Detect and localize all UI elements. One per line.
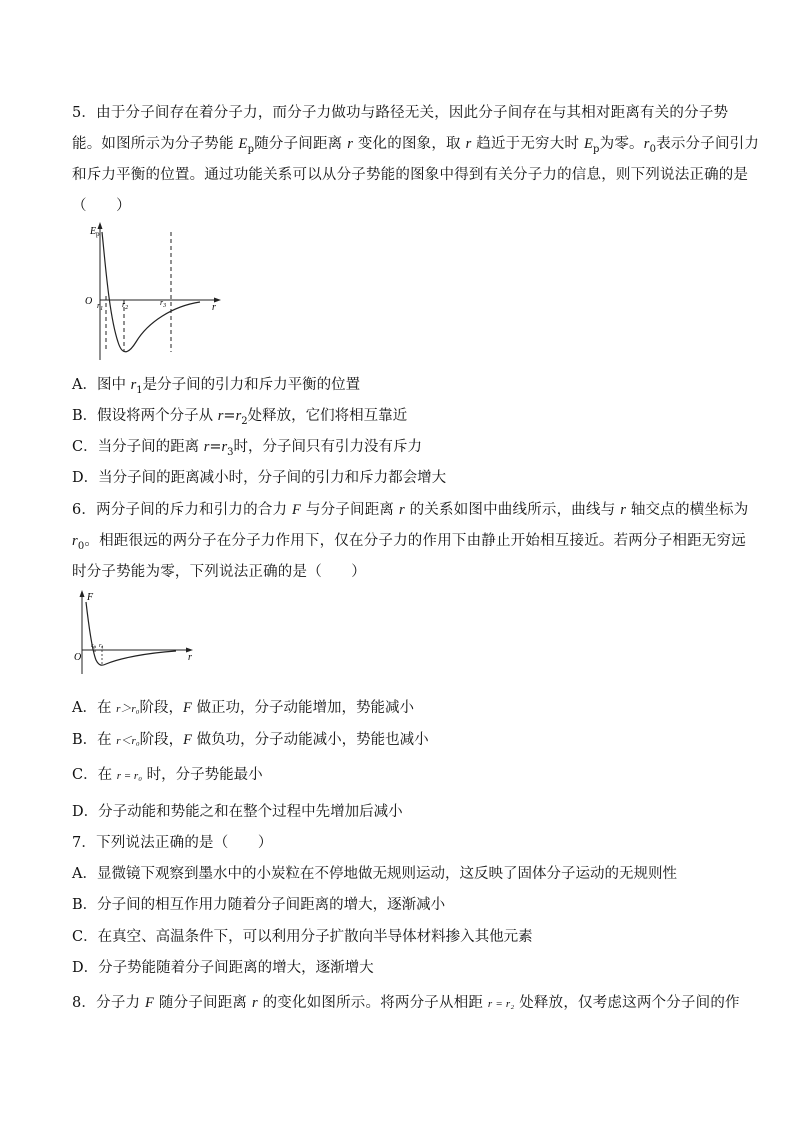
- q6-origin-label: O: [74, 652, 82, 663]
- q7-option-c[interactable]: C．在真空、高温条件下，可以利用分子扩散向半导体材料掺入其他元素: [72, 929, 533, 945]
- q5-r1-label: $r_1$: [97, 301, 104, 312]
- q5-x-label: r: [212, 302, 216, 313]
- q5-option-c[interactable]: C．当分子间的距离 $r=r_3$时，分子间只有引力没有斥力: [72, 439, 423, 458]
- q5-option-d[interactable]: D．当分子间的距离减小时，分子间的引力和斥力都会增大: [72, 470, 447, 486]
- q6-option-b[interactable]: B．在 r＜r₀阶段，F 做负功，分子动能减小，势能也减小: [72, 732, 429, 748]
- q5-option-a[interactable]: A．图中 $r_1$是分子间的引力和斥力平衡的位置: [72, 377, 361, 396]
- q5-option-b[interactable]: B．假设将两个分子从 $r=r_2$处释放，它们将相互靠近: [72, 408, 408, 427]
- q6-y-arrow: [80, 590, 85, 597]
- q7-option-b[interactable]: B．分子间的相互作用力随着分子间距离的增大，逐渐减小: [72, 897, 446, 913]
- q5-y-label: E: [90, 226, 97, 237]
- q5-stem-line2: 能。如图所示为分子势能 $E_p$随分子间距离 r 变化的图象，取 r 趋近于无穷大时 $E_p$为零。$r_0$表示分子间引力: [72, 136, 760, 155]
- q5-stem-line1: 5．由于分子间存在着分子力，而分子力做功与路径无关，因此分子间存在与其相对距离有关的分子势: [72, 105, 729, 121]
- q5-y-label-sub: p: [96, 230, 100, 238]
- q8-stem-line1: 8．分子力 F 随分子间距离 r 的变化如图所示。将两分子从相距 r = r₂ 处释放，仅考虑这两个分子间的作: [72, 995, 740, 1011]
- q7-option-d[interactable]: D．分子势能随着分子间距离的增大，逐渐增大: [72, 960, 374, 976]
- q6-option-a[interactable]: A．在 r＞r₀阶段，F 做正功，分子动能增加，势能减小: [72, 700, 414, 716]
- q5-curve: [102, 232, 200, 352]
- q5-origin-label: O: [85, 296, 93, 307]
- q6-r0-label: $r_0$: [91, 643, 96, 650]
- q6-stem-line3: 时分子势能为零，下列说法正确的是（ ）: [72, 564, 366, 580]
- q6-option-c[interactable]: C．在 r = r₀ 时，分子势能最小: [72, 767, 263, 783]
- q6-option-d[interactable]: D．分子动能和势能之和在整个过程中先增加后减小: [72, 804, 403, 820]
- q7-stem: 7．下列说法正确的是（ ）: [72, 835, 273, 851]
- q5-r2-label: $r_2$: [122, 300, 129, 311]
- q6-y-label: F: [87, 592, 94, 603]
- q6-r1-label: $r_1$: [99, 643, 104, 650]
- q6-stem-line2: $r_0$。相距很远的两分子在分子力作用下，仅在分子力的作用下由静止开始相互接近。若两分子相距无穷远: [72, 533, 746, 552]
- q6-force-graph: [72, 588, 200, 678]
- q5-potential-energy-graph: [78, 220, 228, 365]
- q5-stem-line3: 和斥力平衡的位置。通过功能关系可以从分子势能的图象中得到有关分子力的信息，则下列说法正确的是: [72, 167, 749, 183]
- q5-answer-blank: （ ）: [72, 198, 131, 214]
- q5-r3-label: $r_3$: [160, 298, 167, 309]
- q5-y-arrow: [98, 222, 103, 229]
- q7-option-a[interactable]: A．显微镜下观察到墨水中的小炭粒在不停地做无规则运动，这反映了固体分子运动的无规则性: [72, 866, 677, 882]
- q6-curve: [86, 602, 176, 665]
- q6-stem-line1: 6．两分子间的斥力和引力的合力 F 与分子间距离 r 的关系如图中曲线所示，曲线与 r 轴交点的横坐标为: [72, 502, 749, 518]
- q6-x-label: r: [188, 652, 192, 663]
